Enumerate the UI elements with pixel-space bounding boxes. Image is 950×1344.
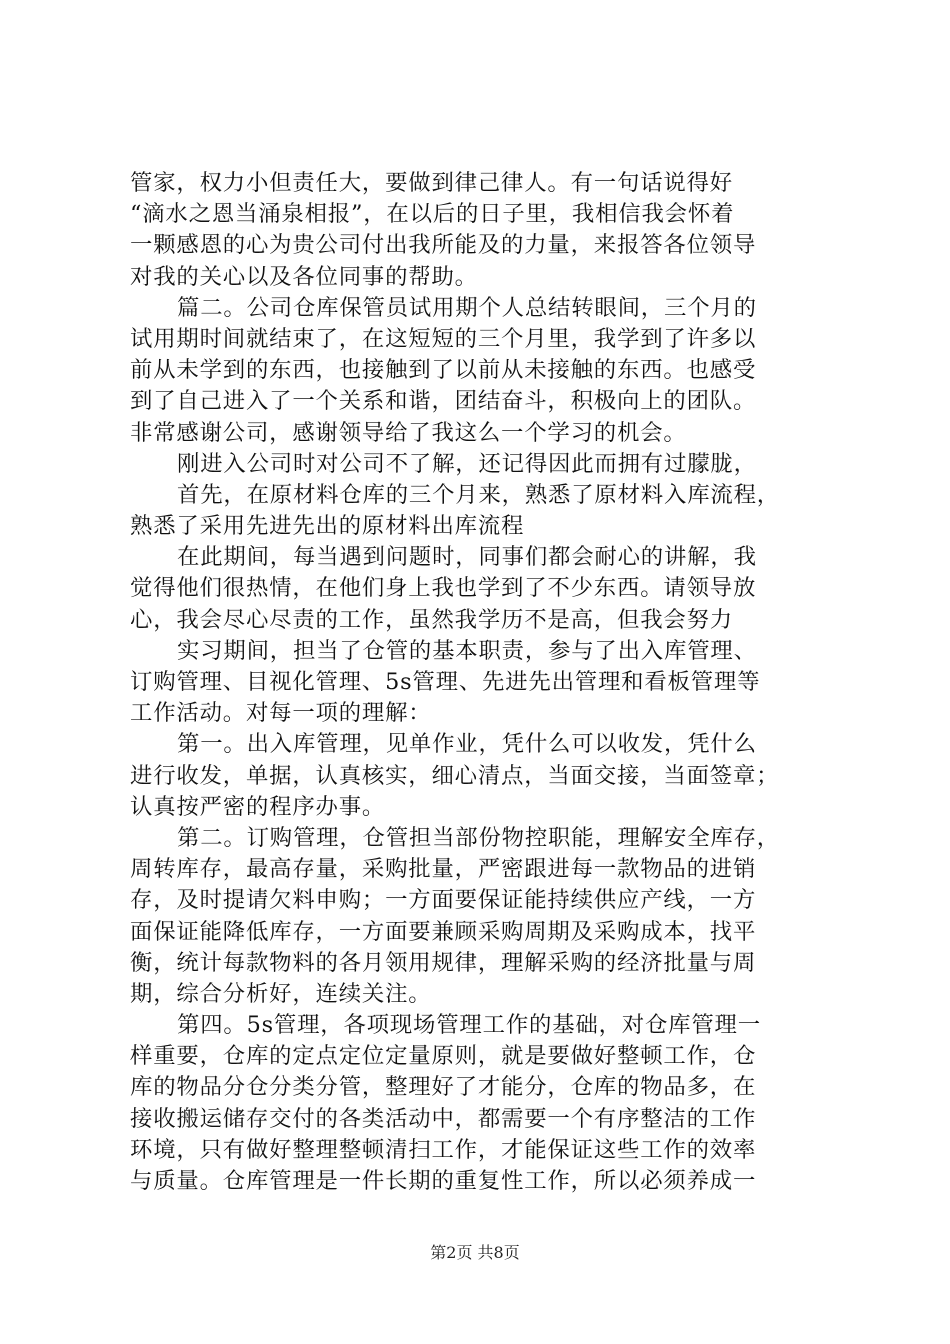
document-body xyxy=(130,168,830,1197)
paragraph-first-line: 在此期间，每当遇到问题时，同事们都会耐心的讲解，我 xyxy=(177,544,757,571)
paragraph-line: 进行收发，单据，认真核实，细心清点，当面交接，当面签章； xyxy=(130,762,780,789)
paragraph-line: 环境，只有做好整理整顿清扫工作，才能保证这些工作的效率 xyxy=(130,1136,757,1163)
paragraph-line: 前从未学到的东西，也接触到了以前从未接触的东西。也感受 xyxy=(130,357,757,384)
paragraph-line: 存，及时提请欠料申购；一方面要保证能持续供应产线，一方 xyxy=(130,887,757,914)
paragraph-first-line: 第四。5s管理，各项现场管理工作的基础，对仓库管理一 xyxy=(177,1012,761,1039)
paragraph-line: 面保证能降低库存，一方面要兼顾采购周期及采购成本，找平 xyxy=(130,918,757,945)
paragraph-first-line: 实习期间，担当了仓管的基本职责，参与了出入库管理、 xyxy=(177,637,757,664)
paragraph-first-line: 第一。出入库管理，见单作业，凭什么可以收发，凭什么 xyxy=(177,731,757,758)
paragraph-line: 对我的关心以及各位同事的帮助。 xyxy=(130,263,478,290)
paragraph-line: 非常感谢公司，感谢领导给了我这么一个学习的机会。 xyxy=(130,419,687,446)
paragraph-line: 觉得他们很热情，在他们身上我也学到了不少东西。请领导放 xyxy=(130,575,757,602)
paragraph-line: 周转库存，最高存量，采购批量，严密跟进每一款物品的进销 xyxy=(130,856,757,883)
paragraph-line: “滴水之恩当涌泉相报”，在以后的日子里，我相信我会怀着 xyxy=(130,201,735,228)
paragraph-first-line: 第二。订购管理，仓管担当部份物控职能，理解安全库存， xyxy=(177,824,780,851)
paragraph-line: 认真按严密的程序办事。 xyxy=(130,793,386,820)
paragraph-line: 熟悉了采用先进先出的原材料出库流程 xyxy=(130,513,525,540)
paragraph-line: 心，我会尽心尽责的工作，虽然我学历不是高，但我会努力 xyxy=(130,606,733,633)
paragraph-first-line: 篇二。公司仓库保管员试用期个人总结转眼间，三个月的 xyxy=(177,294,757,321)
paragraph-first-line: 首先，在原材料仓库的三个月来，熟悉了原材料入库流程， xyxy=(177,481,780,508)
paragraph-line: 试用期时间就结束了，在这短短的三个月里，我学到了许多以 xyxy=(130,325,757,352)
page-number-footer: 第2页 共8页 xyxy=(430,1243,520,1262)
paragraph-line: 工作活动。对每一项的理解： xyxy=(130,700,432,727)
paragraph-first-line: 刚进入公司时对公司不了解，还记得因此而拥有过朦胧， xyxy=(177,450,757,477)
paragraph-line: 到了自己进入了一个关系和谐，团结奋斗，积极向上的团队。 xyxy=(130,388,757,415)
paragraph-line: 与质量。仓库管理是一件长期的重复性工作，所以必须养成一 xyxy=(130,1168,757,1194)
paragraph-line: 衡，统计每款物料的各月领用规律，理解采购的经济批量与周 xyxy=(130,949,757,976)
paragraph-line: 库的物品分仓分类分管，整理好了才能分，仓库的物品多，在 xyxy=(130,1074,757,1101)
paragraph-line: 样重要，仓库的定点定位定量原则，就是要做好整顿工作，仓 xyxy=(130,1043,757,1070)
paragraph-line: 接收搬运储存交付的各类活动中，都需要一个有序整洁的工作 xyxy=(130,1105,757,1132)
paragraph-line: 期，综合分析好，连续关注。 xyxy=(130,980,432,1007)
paragraph-line: 一颗感恩的心为贵公司付出我所能及的力量，来报答各位领导 xyxy=(130,232,757,259)
paragraph-line: 管家，权力小但责任大，要做到律己律人。有一句话说得好 xyxy=(130,170,733,196)
paragraph-line: 订购管理、目视化管理、5s管理、先进先出管理和看板管理等 xyxy=(130,669,761,695)
